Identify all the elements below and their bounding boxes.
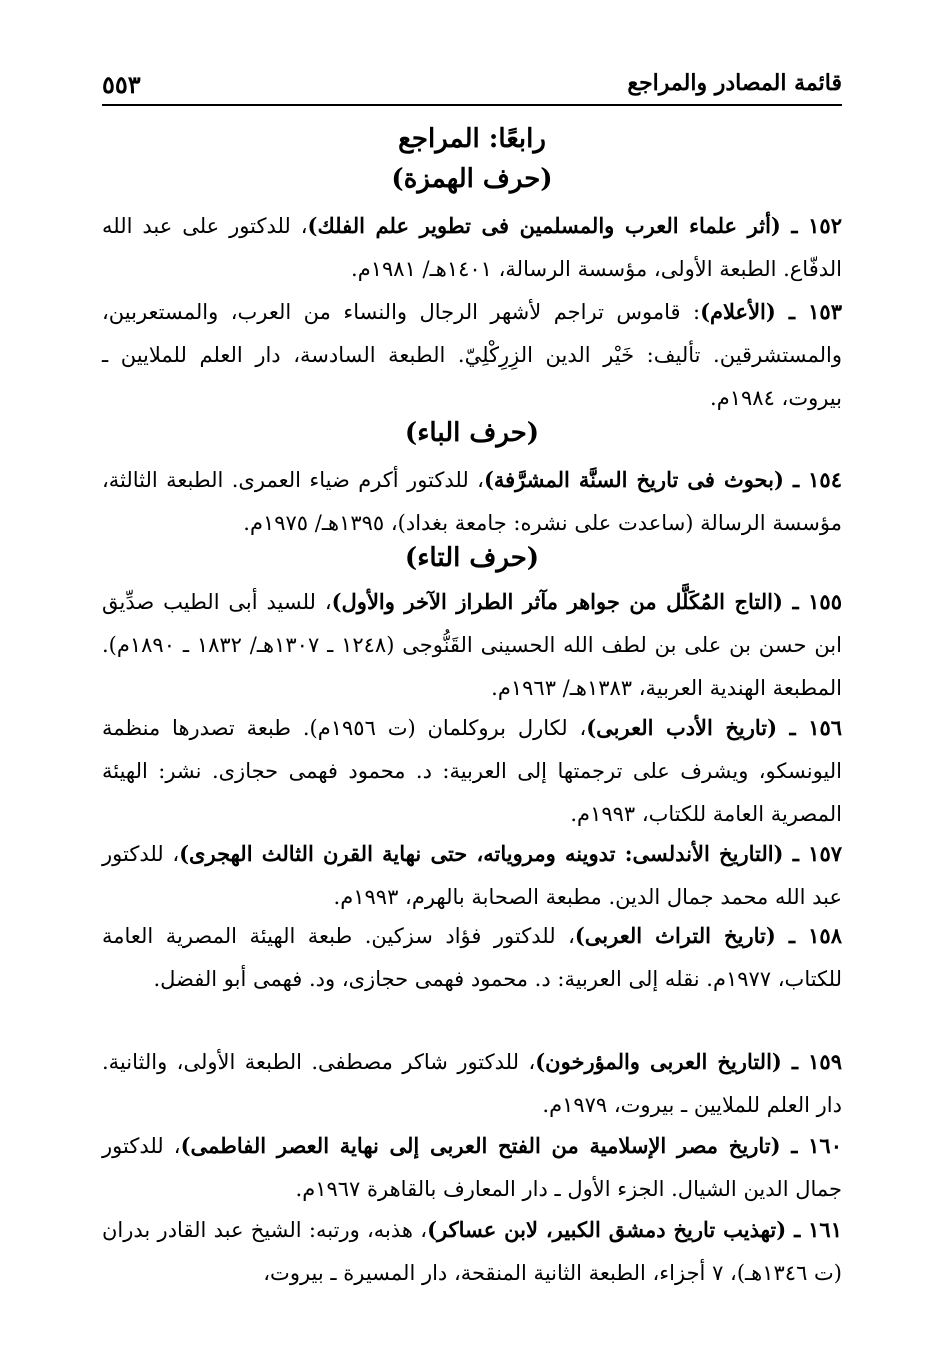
entry-title: (التاريخ العربى والمؤرخون) — [535, 1049, 782, 1074]
entry-title: (تاريخ مصر الإسلامية من الفتح العربى إلى نهاية العصر الفاطمى) — [180, 1133, 781, 1158]
entry-details: ، للدكتور جمال الدين الشيال. الجزء الأول ـ دار المعارف بالقاهرة ١٩٦٧م. — [102, 1134, 842, 1201]
entry-number: ١٥٣ — [808, 299, 842, 324]
reference-entry-161: ١٦١ ـ (تهذيب تاريخ دمشق الكبير، لابن عساكر)، هذبه، ورتبه: الشيخ عبد القادر بدران (ت ١٣٤٦هـ)، ٧ أجزاء، الطبعة الثانية المنقحة، دار المسيرة ـ بيروت، — [102, 1217, 842, 1285]
entry-details: ، للدكتور شاكر مصطفى. الطبعة الأولى، والثانية. دار العلم للملايين ـ بيروت، ١٩٧٩م. — [102, 1050, 842, 1117]
entry-title: (تاريخ التراث العربى) — [574, 923, 776, 948]
entry-number: ١٥٥ — [808, 589, 842, 614]
entry-details: ، للسيد أبى الطيب صدِّيق ابن حسن بن على بن لطف الله الحسينى القَنُّوجى (١٢٤٨ ـ ١٣٠٧هـ/ ١٨٣٢ ـ ١٨٩٠م). المطبعة الهندية العربية، ١٣٨٣هـ/ ١٩٦٣م. — [102, 590, 842, 700]
header-rule — [102, 104, 842, 106]
entry-details: ، هذبه، ورتبه: الشيخ عبد القادر بدران (ت ١٣٤٦هـ)، ٧ أجزاء، الطبعة الثانية المنقحة، دار المسيرة ـ بيروت، — [102, 1218, 842, 1285]
letter-heading-baa: (حرف الباء) — [404, 418, 540, 448]
entry-details: : قاموس تراجم لأشهر الرجال والنساء من العرب، والمستعربين، والمستشرقين. تأليف: خَيْر الدين الزِرِكْلِيّ. الطبعة السادسة، دار العلم للملايين ـ بيروت، ١٩٨٤م. — [102, 300, 842, 410]
reference-entry-160: ١٦٠ ـ (تاريخ مصر الإسلامية من الفتح العربى إلى نهاية العصر الفاطمى)، للدكتور جمال الدين الشيال. الجزء الأول ـ دار المعارف بالقاهرة ١٩٦٧م. — [102, 1133, 842, 1201]
entry-details: ، للدكتور على عبد الله الدفّاع. الطبعة الأولى، مؤسسة الرسالة، ١٤٠١هـ/ ١٩٨١م. — [102, 214, 842, 281]
running-title: قائمة المصادر والمراجع — [627, 70, 842, 96]
entry-title: (أثر علماء العرب والمسلمين فى تطوير علم الفلك) — [307, 213, 781, 238]
entry-title: (التاريخ الأندلسى: تدوينه ومروياته، حتى نهاية القرن الثالث الهجرى) — [179, 841, 784, 866]
reference-entry-157: ١٥٧ ـ (التاريخ الأندلسى: تدوينه ومروياته، حتى نهاية القرن الثالث الهجرى)، للدكتور عبد الله محمد جمال الدين. مطبعة الصحابة بالهرم، ١٩٩٣م. — [102, 841, 843, 909]
reference-entry-155: ١٥٥ ـ (التاج المُكَلَّل من جواهر مآثر الطراز الآخر والأول)، للسيد أبى الطيب صدِّيق ابن حسن بن على بن لطف الله الحسينى القَنُّوجى (١٢٤٨ ـ ١٣٠٧هـ/ ١٨٣٢ ـ ١٨٩٠م). المطبعة الهندية العربية، ١٣٨٣هـ/ ١٩٦٣م. — [102, 589, 842, 700]
entry-title: (تاريخ الأدب العربى) — [586, 715, 778, 740]
letter-heading-hamza: (حرف الهمزة) — [391, 164, 553, 194]
entry-details: ، لكارل بروكلمان (ت ١٩٥٦م). طبعة تصدرها منظمة اليونسكو، ويشرف على ترجمتها إلى العربية: د. محمود فهمى حجازى. نشر: الهيئة المصرية العامة للكتاب، ١٩٩٣م. — [102, 716, 842, 826]
entry-number: ١٥٨ — [808, 923, 842, 948]
entry-number: ١٥٩ — [808, 1049, 842, 1074]
page-header — [102, 68, 842, 108]
entry-details: ، للدكتور فؤاد سزكين. طبعة الهيئة المصرية العامة للكتاب، ١٩٧٧م. نقله إلى العربية: د. محمود فهمى حجازى، ود. فهمى أبو الفضل. — [102, 924, 842, 991]
reference-entry-154: ١٥٤ ـ (بحوث فى تاريخ السنَّة المشرَّفة)، للدكتور أكرم ضياء العمرى. الطبعة الثالثة، مؤسسة الرسالة (ساعدت على نشره: جامعة بغداد)، ١٣٩٥هـ/ ١٩٧٥م. — [102, 467, 842, 535]
reference-entry-159: ١٥٩ ـ (التاريخ العربى والمؤرخون)، للدكتور شاكر مصطفى. الطبعة الأولى، والثانية. دار العلم للملايين ـ بيروت، ١٩٧٩م. — [102, 1049, 842, 1117]
entry-title: (تهذيب تاريخ دمشق الكبير، لابن عساكر) — [427, 1217, 787, 1242]
entry-number: ١٥٢ — [808, 213, 842, 238]
reference-entry-153: ١٥٣ ـ (الأعلام): قاموس تراجم لأشهر الرجال والنساء من العرب، والمستعربين، والمستشرقين. تأليف: خَيْر الدين الزِرِكْلِيّ. الطبعة السادسة، دار العلم للملايين ـ بيروت، ١٩٨٤م. — [102, 299, 842, 410]
entry-number: ١٦٠ — [808, 1133, 842, 1158]
letter-heading-taa: (حرف التاء) — [404, 543, 540, 573]
reference-entry-152: ١٥٢ ـ (أثر علماء العرب والمسلمين فى تطوير علم الفلك)، للدكتور على عبد الله الدفّاع. الطبعة الأولى، مؤسسة الرسالة، ١٤٠١هـ/ ١٩٨١م. — [102, 213, 842, 281]
reference-entry-158: ١٥٨ ـ (تاريخ التراث العربى)، للدكتور فؤاد سزكين. طبعة الهيئة المصرية العامة للكتاب، ١٩٧٧م. نقله إلى العربية: د. محمود فهمى حجازى، ود. فهمى أبو الفضل. — [102, 923, 842, 991]
entry-title: (بحوث فى تاريخ السنَّة المشرَّفة) — [483, 467, 784, 492]
entry-number: ١٥٦ — [808, 715, 843, 740]
entry-details: ، للدكتور عبد الله محمد جمال الدين. مطبعة الصحابة بالهرم، ١٩٩٣م. — [102, 842, 842, 909]
page-number: ٥٥٣ — [102, 70, 141, 99]
entry-number: ١٥٤ — [808, 467, 842, 492]
entry-title: (الأعلام) — [700, 299, 776, 324]
reference-entry-156: ١٥٦ ـ (تاريخ الأدب العربى)، لكارل بروكلمان (ت ١٩٥٦م). طبعة تصدرها منظمة اليونسكو، ويشرف على ترجمتها إلى العربية: د. محمود فهمى حجازى. نشر: الهيئة المصرية العامة للكتاب، ١٩٩٣م. — [102, 715, 843, 826]
entry-title: (التاج المُكَلَّل من جواهر مآثر الطراز الآخر والأول) — [331, 589, 783, 614]
entry-details: ، للدكتور أكرم ضياء العمرى. الطبعة الثالثة، مؤسسة الرسالة (ساعدت على نشره: جامعة بغداد)، ١٣٩٥هـ/ ١٩٧٥م. — [102, 468, 842, 535]
entry-number: ١٥٧ — [808, 841, 843, 866]
entry-number: ١٦١ — [808, 1217, 842, 1242]
section-heading: رابعًا: المراجع — [398, 124, 546, 154]
